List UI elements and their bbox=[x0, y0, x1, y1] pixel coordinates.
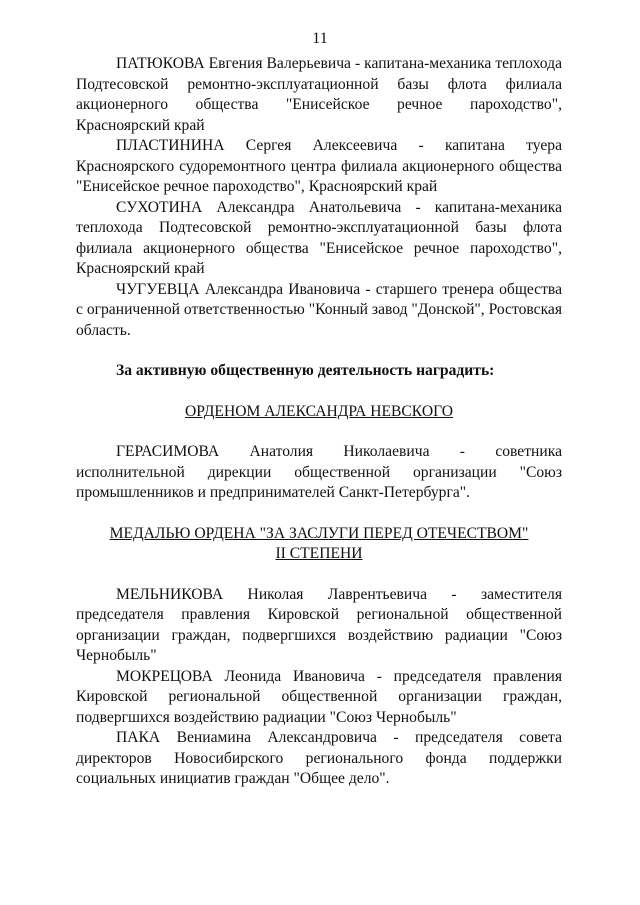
award-entry-pak: ПАКА Вениамина Александровича - председателя совета директоров Новосибирского регионального фонда поддержки социальных инициатив граждан "Общее дело". bbox=[76, 729, 562, 787]
award-entry-sukhotin: СУХОТИНА Александра Анатольевича - капитана-механика теплохода Подтесовской ремонтно-эксплуатационной базы флота филиала акционерного общества "Енисейское речное пароходство", Красноярский край bbox=[76, 198, 562, 277]
award-entry-mokretsov: МОКРЕЦОВА Леонида Ивановича - председателя правления Кировской региональной общественной организации граждан, подвергшихся воздействию радиации "Союз Чернобыль" bbox=[76, 667, 562, 726]
award-entry-patyukova: ПАТЮКОВА Евгения Валерьевича - капитана-механика теплохода Подтесовской ремонтно-эксплуатационной базы флота филиала акционерного общества "Енисейское речное пароходство", Красноярский край bbox=[76, 55, 562, 134]
award-entry-plastinin: ПЛАСТИНИНА Сергея Алексеевича - капитана туера Красноярского судоремонтного центра филиала акционерного общества "Енисейское речное пароходство", Красноярский край bbox=[76, 137, 562, 195]
award-entry-gerasimov: ГЕРАСИМОВА Анатолия Николаевича - советника исполнительной дирекции общественной организации "Союз промышленников и предпринимателей Санкт-Петербурга". bbox=[76, 443, 562, 501]
section-heading: За активную общественную деятельность наградить: bbox=[116, 362, 495, 379]
award-entry-chuguevets: ЧУГУЕВЦА Александра Ивановича - старшего тренера общества с ограниченной ответственностью "Конный завод "Донской", Ростовская область. bbox=[76, 280, 563, 339]
award-title-medal-line2: II СТЕПЕНИ bbox=[275, 545, 363, 562]
award-title-nevsky: ОРДЕНОМ АЛЕКСАНДРА НЕВСКОГО bbox=[185, 402, 453, 420]
award-title-medal-line1: МЕДАЛЬЮ ОРДЕНА "ЗА ЗАСЛУГИ ПЕРЕД ОТЕЧЕСТВОМ" bbox=[109, 524, 529, 542]
document-body bbox=[76, 54, 562, 790]
award-entry-melnikov: МЕЛЬНИКОВА Николая Лаврентьевича - заместителя председателя правления Кировской региональной общественной организации граждан, подвергшихся воздействию радиации "Союз Чернобыль" bbox=[76, 585, 562, 664]
page-number: 11 bbox=[312, 30, 328, 47]
